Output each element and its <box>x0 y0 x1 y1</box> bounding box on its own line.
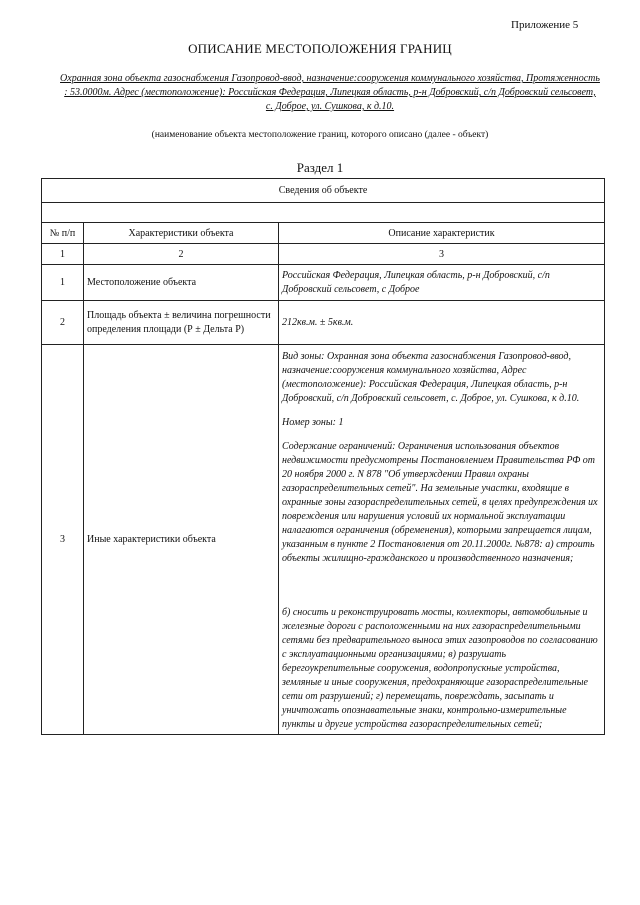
col-header-characteristic: Характеристики объекта <box>84 223 279 244</box>
table-row <box>42 265 605 301</box>
table-title: Сведения об объекте <box>42 179 605 203</box>
row-number: 2 <box>42 301 84 345</box>
description-paragraph: Российская Федерация, Липецкая область, р-н Добровский, с/п Добровский сельсовет, с Доброе <box>282 269 550 295</box>
row-description <box>279 345 605 735</box>
appendix-label: Приложение 5 <box>511 19 579 31</box>
row-description <box>279 301 605 345</box>
table-row <box>42 301 605 345</box>
col-number-2: 2 <box>84 244 279 265</box>
col-number-1: 1 <box>42 244 84 265</box>
object-info-table <box>41 178 605 735</box>
object-name-note: (наименование объекта местоположение границ, которого описано (далее - объект) <box>151 130 489 140</box>
row-number: 3 <box>42 345 84 735</box>
description-paragraph: б) сносить и реконструировать мосты, коллекторы, автомобильные и железные дороги с расположенными на них газораспределительными сетями без предварительного выноса этих газопроводов по согласованию с эксплуатационными организациями; в) разрушать берегоукрепительные сооружения, водопропускные устройства, земляные и иные сооружения, предохраняющие газораспределительные сети от разрушений; г) перемещать, повреждать, засыпать и уничтожать опознавательные знаки, контрольно-измерительные пункты и другие устройства газораспределительных сетей; <box>282 607 598 730</box>
row-description <box>279 265 605 301</box>
description-paragraph: Вид зоны: Охранная зона объекта газоснабжения Газопровод-ввод, назначение:сооружения коммунального хозяйства, Адрес (местоположение): Российская Федерация, Липецкая область, р-н Добровский, с/п Добровский сельсовет, с. Доброе, ул. Сушкова, к д.10. <box>282 351 580 404</box>
col-header-num: № п/п <box>42 223 84 244</box>
document-title: ОПИСАНИЕ МЕСТОПОЛОЖЕНИЯ ГРАНИЦ <box>188 41 452 56</box>
description-paragraph: Содержание ограничений: Ограничения использования объектов недвижимости предусмотрены Постановлением Правительства РФ от 20 ноября 2000 г. N 878 "Об утверждении Правил охраны газораспределительных сетей". На земельные участки, входящие в охранные зоны газораспределительных сетей, в целях предупреждения их повреждения или нарушения условий их нормальной эксплуатации налагаются ограничения (обременения), которыми запрещается лицам, указанным в пункте 2 Постановления от 20.11.2000г. №878: а) строить объекты жилищно-гражданского и производственного назначения; <box>282 441 598 564</box>
section-title: Раздел 1 <box>296 160 344 175</box>
row-characteristic: Площадь объекта ± величина погрешности определения площади (Р ± Дельта Р) <box>84 301 279 345</box>
row-characteristic: Местоположение объекта <box>84 265 279 301</box>
table-row <box>42 345 605 735</box>
description-paragraph: 212кв.м. ± 5кв.м. <box>282 316 354 328</box>
row-characteristic: Иные характеристики объекта <box>84 345 279 735</box>
blank-row <box>42 203 605 223</box>
col-number-3: 3 <box>279 244 605 265</box>
col-header-description: Описание характеристик <box>279 223 605 244</box>
object-description: Охранная зона объекта газоснабжения Газопровод-ввод, назначение:сооружения коммунального хозяйства, Протяженность : 53.0000м. Адрес (местоположение): Российская Федерация, Липецкая область, р-н Добровский, с/п Добровский сельсовет, с. Доброе, ул. Сушкова, к д.10. <box>60 73 600 112</box>
description-paragraph: Номер зоны: 1 <box>282 417 344 428</box>
row-number: 1 <box>42 265 84 301</box>
